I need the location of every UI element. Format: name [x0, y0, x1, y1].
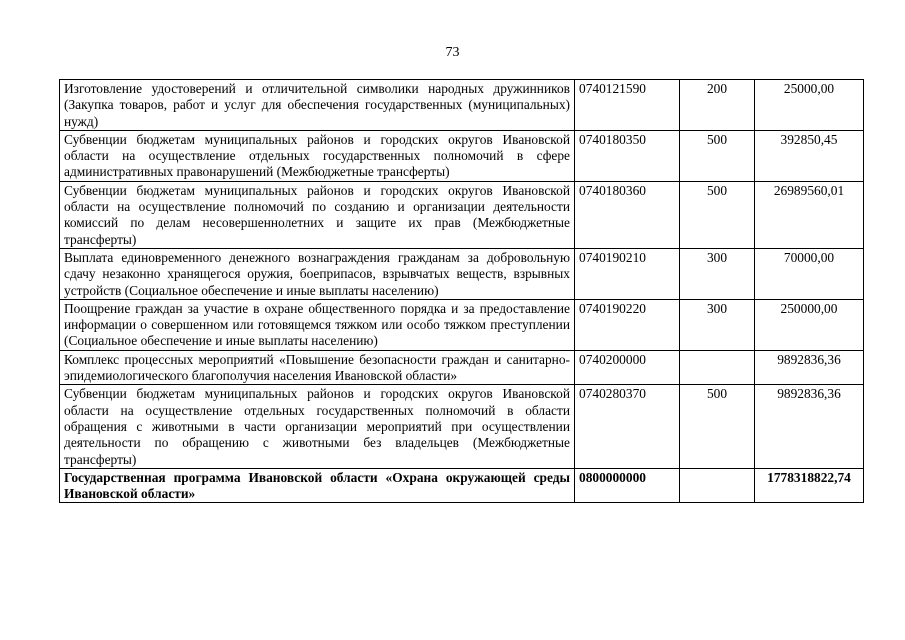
row-target-code: 0740190220	[575, 299, 680, 350]
row-amount: 392850,45	[755, 130, 864, 181]
row-target-code: 0740180360	[575, 181, 680, 248]
row-expense-type: 200	[680, 80, 755, 131]
table-row	[60, 248, 864, 299]
budget-table	[59, 79, 864, 503]
row-description: Комплекс процессных мероприятий «Повышение безопасности граждан и санитарно-эпидемиологического благополучия населения Ивановской области»	[60, 350, 575, 385]
row-target-code: 0740121590	[575, 80, 680, 131]
row-target-code: 0740280370	[575, 385, 680, 468]
row-amount: 9892836,36	[755, 385, 864, 468]
row-description: Субвенции бюджетам муниципальных районов и городских округов Ивановской области на осуществление полномочий по созданию и организации деятельности комиссий по делам несовершеннолетних и защите их прав (Межбюджетные трансферты)	[60, 181, 575, 248]
table-row	[60, 385, 864, 468]
table-row	[60, 130, 864, 181]
table-row	[60, 80, 864, 131]
row-expense-type: 500	[680, 385, 755, 468]
row-expense-type	[680, 350, 755, 385]
row-amount: 250000,00	[755, 299, 864, 350]
row-expense-type: 300	[680, 299, 755, 350]
table-row	[60, 350, 864, 385]
table-row	[60, 468, 864, 503]
row-amount: 9892836,36	[755, 350, 864, 385]
row-target-code: 0800000000	[575, 468, 680, 503]
row-amount: 1778318822,74	[755, 468, 864, 503]
table-body	[60, 80, 864, 503]
row-target-code: 0740200000	[575, 350, 680, 385]
row-target-code: 0740190210	[575, 248, 680, 299]
row-description: Поощрение граждан за участие в охране общественного порядка и за предоставление информации о совершенном или готовящемся тяжком или особо тяжком преступлении (Социальное обеспечение и иные выплаты населению)	[60, 299, 575, 350]
row-description: Государственная программа Ивановской области «Охрана окружающей среды Ивановской области»	[60, 468, 575, 503]
row-expense-type	[680, 468, 755, 503]
row-description: Субвенции бюджетам муниципальных районов и городских округов Ивановской области на осуществление отдельных государственных полномочий в сфере административных правонарушений (Межбюджетные трансферты)	[60, 130, 575, 181]
table-row	[60, 299, 864, 350]
table-row	[60, 181, 864, 248]
row-description: Выплата единовременного денежного вознаграждения гражданам за добровольную сдачу незаконно хранящегося оружия, боеприпасов, взрывчатых веществ, взрывных устройств (Социальное обеспечение и иные выплаты населению)	[60, 248, 575, 299]
row-amount: 25000,00	[755, 80, 864, 131]
page-number: 73	[445, 45, 460, 60]
row-expense-type: 300	[680, 248, 755, 299]
row-description: Субвенции бюджетам муниципальных районов и городских округов Ивановской области на осуществление отдельных государственных полномочий в области обращения с животными в части организации мероприятий при осуществлении деятельности по обращению с животными без владельцев (Межбюджетные трансферты)	[60, 385, 575, 468]
row-amount: 26989560,01	[755, 181, 864, 248]
row-expense-type: 500	[680, 181, 755, 248]
row-description: Изготовление удостоверений и отличительной символики народных дружинников (Закупка товаров, работ и услуг для обеспечения государственных (муниципальных) нужд)	[60, 80, 575, 131]
row-target-code: 0740180350	[575, 130, 680, 181]
row-expense-type: 500	[680, 130, 755, 181]
row-amount: 70000,00	[755, 248, 864, 299]
